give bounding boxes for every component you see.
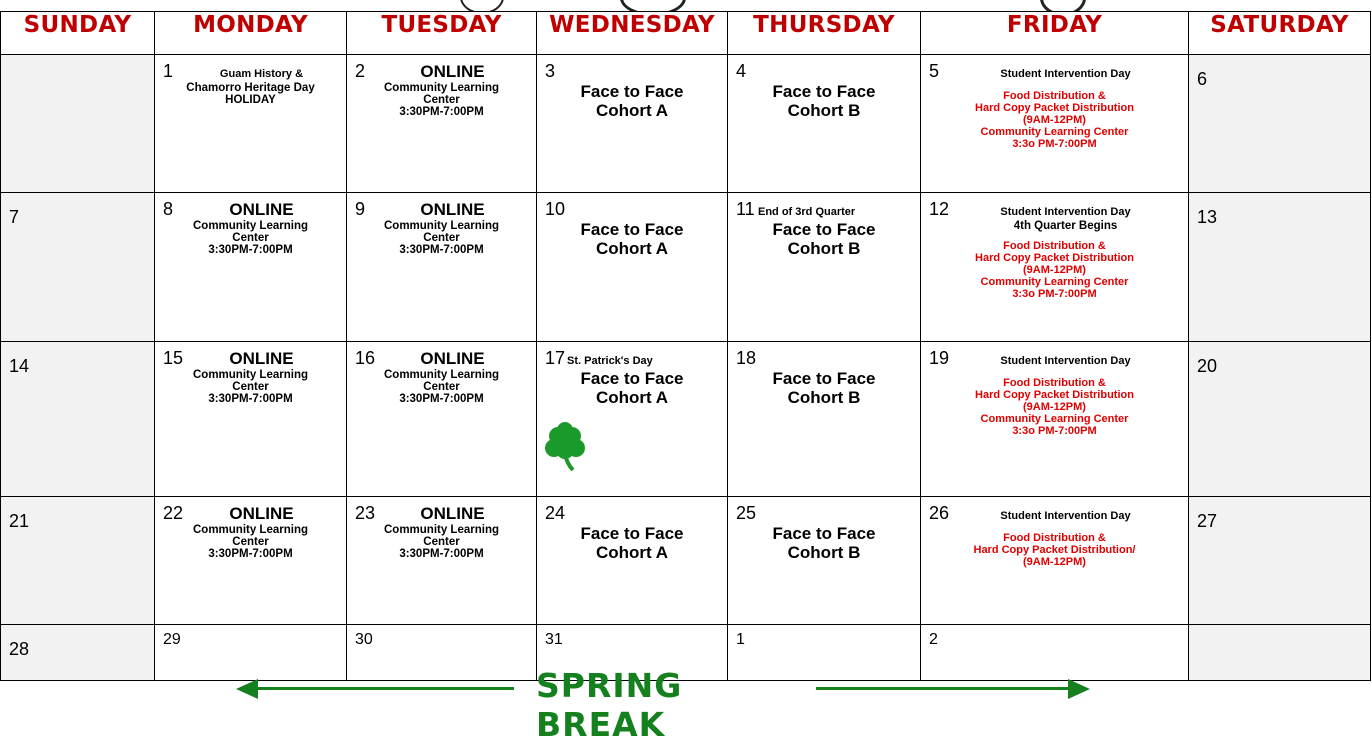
event-detail: Center xyxy=(423,232,460,244)
event-title: Guam History & xyxy=(219,68,304,80)
day-cell-empty xyxy=(1189,625,1371,681)
day-cell xyxy=(1,497,155,625)
event-title: Cohort A xyxy=(595,543,669,562)
day-number: 24 xyxy=(545,503,566,523)
header-art-strip xyxy=(0,0,1372,11)
day-number: 8 xyxy=(163,199,174,219)
event-title: ONLINE xyxy=(229,349,294,368)
header-art-fragment xyxy=(620,0,686,11)
day-number: 13 xyxy=(1197,207,1218,227)
event-title: Face to Face xyxy=(772,82,876,101)
day-number: 19 xyxy=(929,348,950,368)
event-detail: Chamorro Heritage Day xyxy=(186,82,315,94)
event-title: ONLINE xyxy=(229,200,294,219)
event-detail: 3:30PM-7:00PM xyxy=(399,393,484,405)
event-title: Face to Face xyxy=(580,369,684,388)
event-title: Student Intervention Day xyxy=(1000,355,1131,367)
event-detail: 3:30PM-7:00PM xyxy=(399,548,484,560)
event-title: Cohort B xyxy=(787,388,861,407)
day-cell xyxy=(155,497,347,625)
day-cell xyxy=(347,193,537,342)
event-title: ONLINE xyxy=(420,200,485,219)
event-detail: Hard Copy Packet Distribution xyxy=(975,252,1134,264)
event-detail: Community Learning xyxy=(383,82,499,94)
day-number: 1 xyxy=(163,61,174,81)
event-title: Student Intervention Day xyxy=(1000,510,1131,522)
header-wednesday: WEDNESDAY xyxy=(537,12,728,55)
event-title: Cohort B xyxy=(787,543,861,562)
event-title: Face to Face xyxy=(772,369,876,388)
day-cell xyxy=(921,497,1189,625)
day-cell xyxy=(728,193,921,342)
event-detail: HOLIDAY xyxy=(225,94,276,106)
event-detail: Center xyxy=(232,232,269,244)
header-monday: MONDAY xyxy=(155,12,347,55)
event-detail: Food Distribution & xyxy=(1003,532,1106,544)
event-detail: Center xyxy=(232,536,269,548)
event-title: Cohort B xyxy=(787,101,861,120)
day-cell xyxy=(1189,55,1371,193)
day-cell xyxy=(537,55,728,193)
day-number: 30 xyxy=(355,631,373,648)
event-detail: 3:30PM-7:00PM xyxy=(208,244,293,256)
event-note: End of 3rd Quarter xyxy=(758,206,856,218)
event-title: Face to Face xyxy=(580,82,684,101)
day-cell xyxy=(347,55,537,193)
day-number: 10 xyxy=(545,199,566,219)
arrow-right-icon xyxy=(1068,679,1090,699)
day-number: 31 xyxy=(545,631,563,648)
day-cell xyxy=(347,625,537,681)
event-detail: Community Learning xyxy=(383,369,499,381)
arrow-left-icon xyxy=(236,679,258,699)
week-row-1 xyxy=(1,55,1371,193)
day-cell xyxy=(537,193,728,342)
event-detail: Food Distribution & xyxy=(1003,90,1106,102)
day-cell xyxy=(537,342,728,497)
day-cell xyxy=(1,342,155,497)
day-number: 15 xyxy=(163,348,184,368)
event-title: Face to Face xyxy=(580,220,684,239)
day-cell xyxy=(1189,497,1371,625)
event-detail: Community Learning Center xyxy=(980,126,1129,138)
day-cell xyxy=(1189,342,1371,497)
day-cell xyxy=(155,625,347,681)
event-detail: Food Distribution & xyxy=(1003,377,1106,389)
event-title: Face to Face xyxy=(580,524,684,543)
day-number: 20 xyxy=(1197,356,1218,376)
event-detail: Community Learning xyxy=(192,220,308,232)
day-cell xyxy=(155,193,347,342)
day-cell xyxy=(1189,193,1371,342)
day-cell xyxy=(728,55,921,193)
event-title: ONLINE xyxy=(420,349,485,368)
day-number: 22 xyxy=(163,503,184,523)
event-detail: Hard Copy Packet Distribution xyxy=(975,102,1134,114)
event-detail: 3:3o PM-7:00PM xyxy=(1012,425,1097,437)
day-number: 5 xyxy=(929,61,940,81)
day-number: 4 xyxy=(736,61,747,81)
shamrock-icon xyxy=(545,420,585,472)
day-number: 17 xyxy=(545,348,566,368)
event-detail: Community Learning xyxy=(383,220,499,232)
day-cell xyxy=(537,625,728,681)
event-detail: Food Distribution & xyxy=(1003,240,1106,252)
event-note: St. Patrick's Day xyxy=(567,355,653,367)
event-detail: 3:3o PM-7:00PM xyxy=(1012,288,1097,300)
event-detail: (9AM-12PM) xyxy=(1023,264,1086,276)
event-detail: 3:30PM-7:00PM xyxy=(208,548,293,560)
header-tuesday: TUESDAY xyxy=(347,12,537,55)
week-row-4 xyxy=(1,497,1371,625)
event-detail: Community Learning Center xyxy=(980,413,1129,425)
day-number: 9 xyxy=(355,199,366,219)
day-number: 16 xyxy=(355,348,376,368)
event-detail: Hard Copy Packet Distribution/ xyxy=(973,544,1136,556)
day-cell xyxy=(1,625,155,681)
event-detail: Center xyxy=(232,381,269,393)
day-number: 2 xyxy=(355,61,366,81)
day-number: 7 xyxy=(9,207,20,227)
arrow-line-right xyxy=(816,687,1070,690)
event-title: 4th Quarter Begins xyxy=(1013,220,1118,232)
day-cell xyxy=(921,55,1189,193)
day-number: 14 xyxy=(9,356,30,376)
event-title: ONLINE xyxy=(229,504,294,523)
event-title: Face to Face xyxy=(772,524,876,543)
day-number: 11 xyxy=(736,199,755,219)
event-title: ONLINE xyxy=(420,504,485,523)
event-detail: (9AM-12PM) xyxy=(1023,556,1086,568)
day-cell xyxy=(537,497,728,625)
week-row-2 xyxy=(1,193,1371,342)
event-detail: Community Learning xyxy=(192,369,308,381)
event-title: ONLINE xyxy=(420,62,485,81)
header-sunday: SUNDAY xyxy=(1,12,155,55)
day-cell xyxy=(921,625,1189,681)
header-friday: FRIDAY xyxy=(921,12,1189,55)
event-title: Cohort A xyxy=(595,388,669,407)
header-art-fragment xyxy=(460,0,504,11)
event-detail: Center xyxy=(423,536,460,548)
weekday-header-row xyxy=(1,12,1371,55)
event-detail: (9AM-12PM) xyxy=(1023,114,1086,126)
event-detail: 3:30PM-7:00PM xyxy=(208,393,293,405)
event-title: Face to Face xyxy=(772,220,876,239)
day-number: 18 xyxy=(736,348,757,368)
day-cell xyxy=(347,342,537,497)
day-cell xyxy=(728,342,921,497)
day-cell xyxy=(1,193,155,342)
week-row-3 xyxy=(1,342,1371,497)
day-cell xyxy=(155,55,347,193)
event-title: Student Intervention Day xyxy=(1000,206,1131,218)
header-saturday: SATURDAY xyxy=(1189,12,1371,55)
event-title: Student Intervention Day xyxy=(1000,68,1131,80)
day-number: 23 xyxy=(355,503,376,523)
day-number: 26 xyxy=(929,503,950,523)
day-cell-empty xyxy=(1,55,155,193)
day-number: 27 xyxy=(1197,511,1218,531)
header-art-fragment xyxy=(1040,0,1086,11)
event-detail: Hard Copy Packet Distribution xyxy=(975,389,1134,401)
arrow-line-left xyxy=(256,687,514,690)
day-cell xyxy=(728,497,921,625)
event-detail: Community Learning xyxy=(383,524,499,536)
day-number: 2 xyxy=(929,631,938,648)
week-row-5 xyxy=(1,625,1371,681)
day-cell xyxy=(728,625,921,681)
day-number: 3 xyxy=(545,61,556,81)
day-number: 28 xyxy=(9,639,30,659)
header-art-fragment xyxy=(296,0,314,6)
event-detail: 3:30PM-7:00PM xyxy=(399,106,484,118)
event-detail: Center xyxy=(423,381,460,393)
event-title: Cohort B xyxy=(787,239,861,258)
day-number: 6 xyxy=(1197,69,1208,89)
event-title: Cohort A xyxy=(595,101,669,120)
day-number: 29 xyxy=(163,631,181,648)
day-cell xyxy=(155,342,347,497)
day-number: 25 xyxy=(736,503,757,523)
event-detail: 3:30PM-7:00PM xyxy=(399,244,484,256)
event-detail: Community Learning xyxy=(192,524,308,536)
day-number: 1 xyxy=(736,631,745,648)
event-detail: 3:3o PM-7:00PM xyxy=(1012,138,1097,150)
calendar-table xyxy=(0,11,1371,681)
day-cell xyxy=(347,497,537,625)
event-title: Cohort A xyxy=(595,239,669,258)
day-cell xyxy=(921,193,1189,342)
day-cell xyxy=(921,342,1189,497)
header-thursday: THURSDAY xyxy=(728,12,921,55)
day-number: 12 xyxy=(929,199,950,219)
day-number: 21 xyxy=(9,511,30,531)
event-detail: (9AM-12PM) xyxy=(1023,401,1086,413)
event-detail: Center xyxy=(423,94,460,106)
event-detail: Community Learning Center xyxy=(980,276,1129,288)
spring-break-label: SPRING BREAK xyxy=(536,666,683,744)
